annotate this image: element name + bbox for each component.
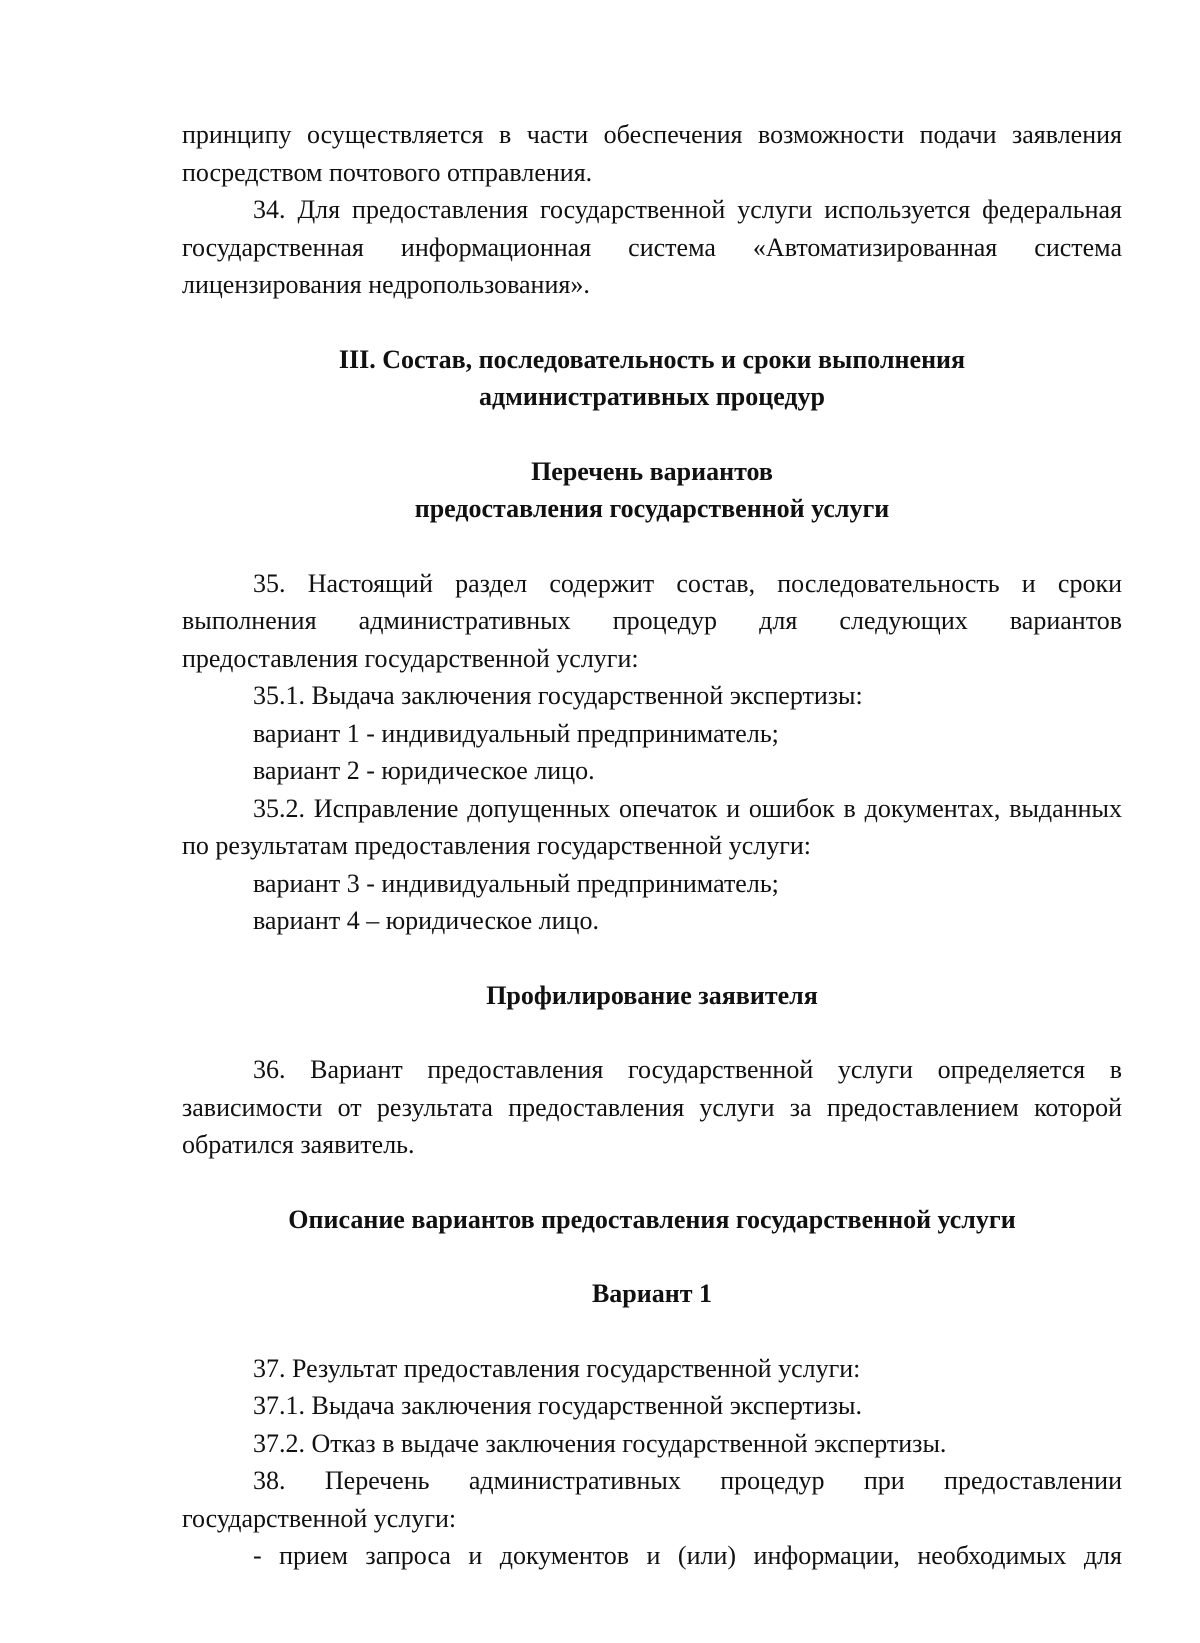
- paragraph-continuation: принципу осуществляется в части обеспечения возможности подачи заявления посредством почтового отправления.: [182, 120, 1122, 187]
- profiling-heading: Профилирование заявителя: [486, 980, 818, 1010]
- paragraph-35-1: 35.1. Выдача заключения государственной экспертизы:: [253, 681, 863, 710]
- paragraph-35: 35. Настоящий раздел содержит состав, последовательность и сроки выполнения административных процедур для следующих вариантов предоставления государственной услуги:: [182, 568, 1122, 673]
- variant-2-item: вариант 2 - юридическое лицо.: [253, 756, 595, 785]
- paragraph-37-1: 37.1. Выдача заключения государственной экспертизы.: [253, 1391, 863, 1420]
- description-heading: Описание вариантов предоставления государственной услуги: [288, 1204, 1016, 1234]
- variant-1-item: вариант 1 - индивидуальный предприниматель;: [253, 718, 779, 748]
- section-heading-line2: административных процедур: [478, 382, 826, 411]
- variants-list-heading-line2: предоставления государственной услуги: [414, 494, 890, 523]
- paragraph-37-2: 37.2. Отказ в выдаче заключения государственной экспертизы.: [253, 1428, 947, 1458]
- variants-list-heading-line1: Перечень вариантов: [531, 456, 773, 486]
- variant-3-item: вариант 3 - индивидуальный предприниматель;: [253, 868, 779, 898]
- variant-4-item: вариант 4 – юридическое лицо.: [253, 906, 599, 935]
- variant-1-heading: Вариант 1: [591, 1279, 713, 1308]
- paragraph-38: 38. Перечень административных процедур при предоставлении государственной услуги:: [182, 1466, 1122, 1533]
- paragraph-34: 34. Для предоставления государственной услуги используется федеральная государственная информационная система «Автоматизированная система лицензирования недропользования».: [182, 195, 1122, 299]
- document-body: [182, 116, 1122, 1575]
- paragraph-36: 36. Вариант предоставления государственной услуги определяется в зависимости от результата предоставления услуги за предоставлением которой обратился заявитель.: [182, 1055, 1122, 1159]
- paragraph-37: 37. Результат предоставления государственной услуги:: [253, 1353, 861, 1383]
- section-heading-line1: III. Состав, последовательность и сроки выполнения: [338, 344, 966, 374]
- paragraph-38-item-1: - прием запроса и документов и (или) информации, необходимых для: [253, 1541, 1122, 1570]
- paragraph-35-2: 35.2. Исправление допущенных опечаток и ошибок в документах, выданных по результатам предоставления государственной услуги:: [182, 793, 1122, 860]
